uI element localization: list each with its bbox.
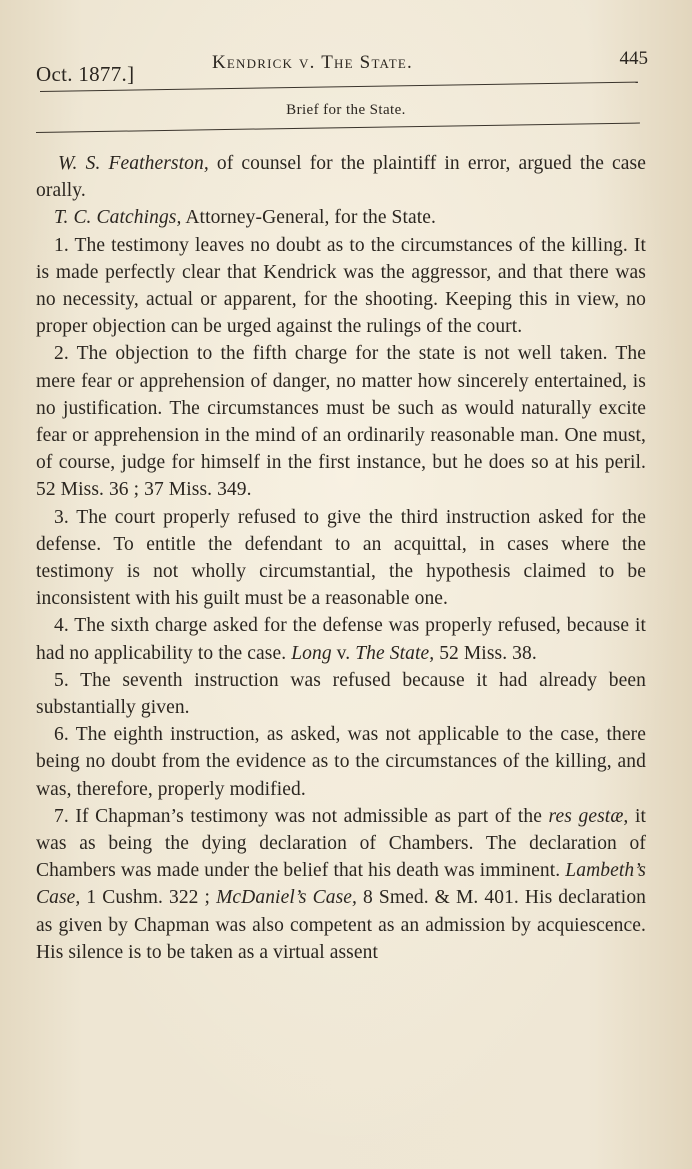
italic-text: T. C. Catchings, xyxy=(54,207,182,229)
italic-text: Long xyxy=(291,642,332,664)
text-run: 7. If Chapman’s testimony was not admissible as part of the xyxy=(54,805,549,827)
italic-text: res gestæ, xyxy=(548,805,629,827)
italic-text: W. S. Featherston, xyxy=(58,153,209,174)
header-case-title: Kendrick v. The State. xyxy=(212,52,413,73)
paragraph xyxy=(36,803,646,966)
text-run: of counsel for the plaintiff in error, argued the case orally. xyxy=(36,153,646,202)
paragraph xyxy=(36,340,646,503)
italic-text: Lambeth’s Case, xyxy=(36,860,646,909)
italic-text: The State, xyxy=(355,642,435,664)
section-title: Brief for the State. xyxy=(286,102,406,118)
running-head xyxy=(36,44,648,84)
section-rule xyxy=(36,123,640,133)
text-run: 6. The eighth instruction, as asked, was not applicable to the case, there being no doubt from the evidence as to the circumstances of the killing, and was, therefore, properly modified. xyxy=(36,724,646,800)
paragraph xyxy=(36,232,646,341)
header-date: Oct. 1877.] xyxy=(36,62,135,86)
paragraph xyxy=(36,721,646,803)
text-run: 2. The objection to the fifth charge for the state is not well taken. The mere fear or apprehension of danger, no matter how sincerely entertained, is no justification. The circumstances must be such as would naturally excite fear or apprehension in the mind of an ordinarily reasonable man. One must, of course, judge for himself in the first instance, but he does so at his peril. 52 Miss. 36 ; 37 Miss. 349. xyxy=(36,343,646,501)
text-run: 8 Smed. & M. 401. His declaration as given by Chapman was also competent as an admission by acquiescence. His silence is to be taken as a virtual assent xyxy=(36,887,647,963)
text-run: 3. The court properly refused to give the third instruction asked for the defense. To entitle the defendant to an acquittal, in cases where the testimony is not wholly circumstantial, the hypothesis claimed to be inconsistent with his guilt must be a reasonable one. xyxy=(36,506,646,610)
text-run: 5. The seventh instruction was refused because it had already been substantially given. xyxy=(36,669,646,719)
paragraph xyxy=(36,667,646,721)
text-run: it was as being the dying declaration of Chambers. The declaration of Chambers was made under the belief that his death was imminent. xyxy=(36,805,646,882)
paragraph xyxy=(36,150,646,204)
text-run: Attorney-General, for the State. xyxy=(181,207,437,229)
page-number: 445 xyxy=(619,48,648,69)
paragraph xyxy=(36,612,646,666)
text-run: 1 Cushm. 322 ; xyxy=(80,887,217,909)
text-run: v. xyxy=(331,642,356,664)
paragraph xyxy=(36,204,646,231)
text-run: 4. The sixth charge asked for the defense was properly refused, because it had no applicability to the case. xyxy=(36,615,646,664)
text-run: 1. The testimony leaves no doubt as to the circumstances of the killing. It is made perfectly clear that Kendrick was the aggressor, and that there was no necessity, actual or apparent, for the shooting. Keeping this in view, no proper objection can be urged against the rulings of the court. xyxy=(36,234,646,338)
paragraph xyxy=(36,504,646,613)
italic-text: McDaniel’s Case, xyxy=(216,887,358,909)
body-text xyxy=(36,150,646,966)
text-run: 52 Miss. 38. xyxy=(434,642,537,664)
